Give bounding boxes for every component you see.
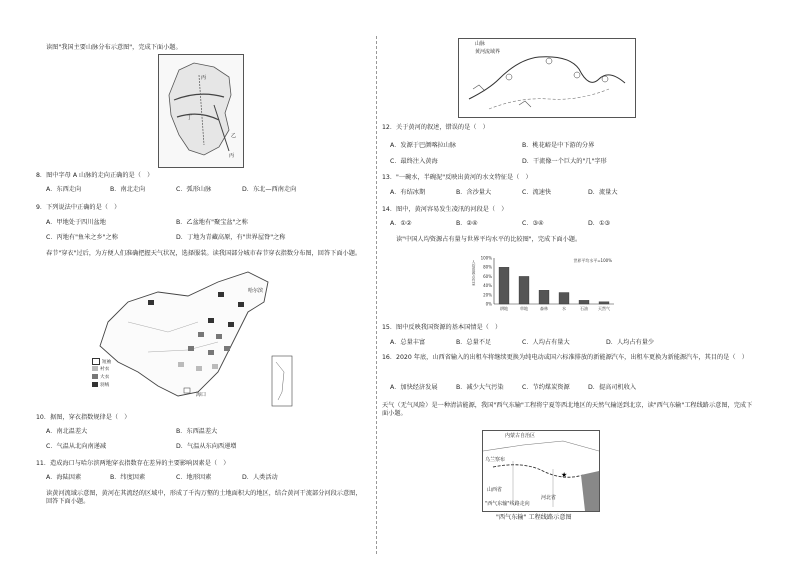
- label-inner-mongolia: 内蒙古自治区: [505, 433, 536, 439]
- down-jacket-icon: [92, 382, 98, 387]
- q10-option-c[interactable]: C．气温从北向南递减: [46, 443, 107, 450]
- q13-option-a[interactable]: A．有结冰期: [390, 189, 426, 196]
- q10-option-b[interactable]: B．东西温差大: [176, 428, 218, 435]
- intro-yellow-river: 读黄河流域示意图，黄河在其流经的区域中，形成了千沟万壑的土地面积大的地区，结合黄河干流部分河段示意图，回答下面小题。: [46, 490, 362, 505]
- q13-option-d[interactable]: D．流量大: [588, 189, 618, 196]
- x-tick-label: 草地: [520, 306, 528, 311]
- bar: [559, 293, 569, 305]
- label-route: "西气东输"线路走向: [485, 501, 530, 507]
- shirt-icon: [92, 366, 98, 371]
- q9-option-d[interactable]: D．丁地为青藏高原，有"世界屋脊"之称: [176, 234, 286, 241]
- q8-option-b[interactable]: B．南北走向: [110, 186, 146, 193]
- q16-stem: 16．2020 年底，山西省输入的出租车将继续更换为纯电动或国六标准排放的新能源汽车，出租车更换为新能源汽车，其目的是（ ）: [382, 354, 748, 361]
- column-divider: [376, 36, 377, 554]
- legend-label: 羽绒: [100, 383, 110, 388]
- q14-stem: 14．图中，黄河容易发生凌汛的河段是（ ）: [382, 206, 508, 213]
- q9-option-a[interactable]: A．甲地处于四川盆地: [46, 219, 106, 226]
- q12-option-d[interactable]: D．干流像一个巨大的"几"字形: [522, 158, 607, 165]
- q15-option-a[interactable]: A．总量丰富: [390, 339, 426, 346]
- yellow-river-map: [458, 38, 636, 118]
- q15-option-d[interactable]: D．人均占有量少: [606, 339, 655, 346]
- map-label-yi: 乙: [231, 133, 237, 139]
- q14-option-c[interactable]: C．③④: [522, 220, 544, 227]
- clothing-index-map: [88, 262, 296, 414]
- bar: [499, 267, 509, 304]
- x-tick-label: 耕地: [500, 306, 508, 311]
- resource-bar-chart: [470, 248, 620, 320]
- bar: [539, 290, 549, 304]
- q16-option-d[interactable]: D．提高司机收入: [588, 384, 637, 391]
- svg-text:★: ★: [561, 471, 568, 479]
- q9-option-c[interactable]: C．丙地有"鱼米之乡"之称: [46, 234, 118, 241]
- legend-down-jacket: [92, 382, 109, 389]
- bar: [599, 302, 609, 304]
- intro-resources: 读"中国人均资源占有量与世界平均水平的比较图"，完成下面小题。: [396, 236, 582, 243]
- q10-option-a[interactable]: A．南北温差大: [46, 428, 88, 435]
- map-label-bing: 丙: [201, 75, 207, 81]
- q9-stem: 9．下列说法中正确的是（ ）: [36, 204, 121, 211]
- label-shanxi: 山西省: [487, 487, 503, 493]
- q9-option-b[interactable]: B．乙盆地有"聚宝盆"之称: [176, 219, 248, 226]
- legend-label: 短袖: [102, 360, 112, 365]
- y-tick-label: 60%: [483, 273, 492, 279]
- legend-basin-boundary: 黄河流域界: [475, 49, 501, 55]
- bar: [579, 300, 589, 304]
- q15-stem: 15．图中反映我国资源的基本国情是（ ）: [382, 324, 502, 331]
- y-tick-label: 40%: [483, 283, 492, 289]
- legend-shirt: [92, 366, 109, 373]
- q12-stem: 12．关于黄河的叙述，错误的是（ ）: [382, 124, 489, 131]
- y-tick-label: 80%: [483, 264, 492, 270]
- q8-stem: 8．图中字母 A 山脉的走向正确的是（ ）: [36, 172, 154, 179]
- map-label-bing-2: 丙: [229, 153, 235, 159]
- q11-option-b[interactable]: B．纬度因素: [110, 474, 146, 481]
- x-tick-label: 石油: [580, 306, 588, 311]
- bar: [519, 276, 529, 304]
- q14-option-d[interactable]: D．①③: [588, 220, 611, 227]
- intro-gas-pipeline: 天气（无气风险）是一种清洁能源，我国"西气东输"工程将宁夏等西北地区的天然气输送到北京，读"西气东输"工程线路示意图，完成下面小题。: [382, 402, 753, 417]
- y-tick-label: 0%: [485, 301, 492, 307]
- label-harbin: 哈尔滨: [248, 288, 264, 294]
- legend-label: 衬衣: [100, 367, 110, 372]
- label-haikou: 海口: [196, 392, 207, 398]
- resource-chart: [470, 248, 620, 320]
- legend-short-sleeve: [92, 358, 111, 366]
- q11-option-c[interactable]: C．地形因素: [176, 474, 212, 481]
- y-axis-label: 人均资源占有量: [472, 260, 476, 286]
- q14-option-b[interactable]: B．②④: [456, 220, 478, 227]
- q13-option-c[interactable]: C．流速快: [522, 189, 552, 196]
- gas-pipeline-map: [482, 430, 600, 512]
- q10-option-d[interactable]: D．气温从东向西递增: [176, 443, 237, 450]
- x-tick-label: 天然气: [598, 306, 610, 311]
- label-ulanqab: 乌兰察布: [485, 457, 506, 463]
- q8-option-c[interactable]: C．弧形山脉: [176, 186, 212, 193]
- map-label-ding: 丁: [187, 115, 193, 121]
- short-sleeve-icon: [92, 358, 100, 365]
- q12-option-b[interactable]: B．桃花峪是中下游的分界: [522, 142, 595, 149]
- q13-option-b[interactable]: B．含沙量大: [456, 189, 492, 196]
- label-hebei: 河北省: [541, 495, 557, 501]
- reference-label: 世界平均水平=100%: [573, 258, 612, 263]
- y-tick-label: 20%: [483, 292, 492, 298]
- coat-icon: [92, 374, 98, 379]
- q15-option-c[interactable]: C．人均占有量大: [522, 339, 570, 346]
- q8-option-a[interactable]: A．东西走向: [46, 186, 82, 193]
- q15-option-b[interactable]: B．总量不足: [456, 339, 492, 346]
- x-tick-label: 森林: [540, 306, 548, 311]
- y-tick-label: 100%: [480, 255, 492, 261]
- q11-stem: 11．造成海口与哈尔滨两地穿衣指数存在差异的主要影响因素是（ ）: [36, 460, 230, 467]
- q10-stem: 10．据图，穿衣指数规律是（ ）: [36, 414, 131, 421]
- intro-clothing: 春节"穿衣"过后，为方便人们准确把握天气状况，选择服装。读我国部分城市春节穿衣指数分布图，回答下面小题。: [46, 250, 362, 257]
- x-tick-label: 水: [562, 306, 566, 311]
- q12-option-a[interactable]: A．发源于巴颜喀拉山脉: [390, 142, 457, 149]
- gas-map-caption: "西气东输" 工程线路示意图: [496, 514, 572, 521]
- q11-option-d[interactable]: D．人类活动: [242, 474, 278, 481]
- q8-option-d[interactable]: D．东北—西南走向: [242, 186, 297, 193]
- q11-option-a[interactable]: A．海陆因素: [46, 474, 82, 481]
- q12-option-c[interactable]: C．最终注入黄海: [390, 158, 438, 165]
- legend-label: 大衣: [100, 375, 110, 380]
- q16-option-c[interactable]: C．节约煤炭资源: [522, 384, 570, 391]
- q16-option-a[interactable]: A．加快经济发展: [390, 384, 438, 391]
- intro-mountains: 读图"我国主要山脉分布示意图"，完成下面小题。: [46, 44, 182, 51]
- legend-mountain: 山脉: [475, 41, 486, 47]
- q14-option-a[interactable]: A．①②: [390, 220, 412, 227]
- mountain-map: [158, 54, 244, 168]
- q16-option-b[interactable]: B．减少大气污染: [456, 384, 504, 391]
- q13-stem: 13．"一碗水，半碗泥"反映出黄河的水文特征是（ ）: [382, 174, 532, 181]
- legend-coat: [92, 374, 109, 381]
